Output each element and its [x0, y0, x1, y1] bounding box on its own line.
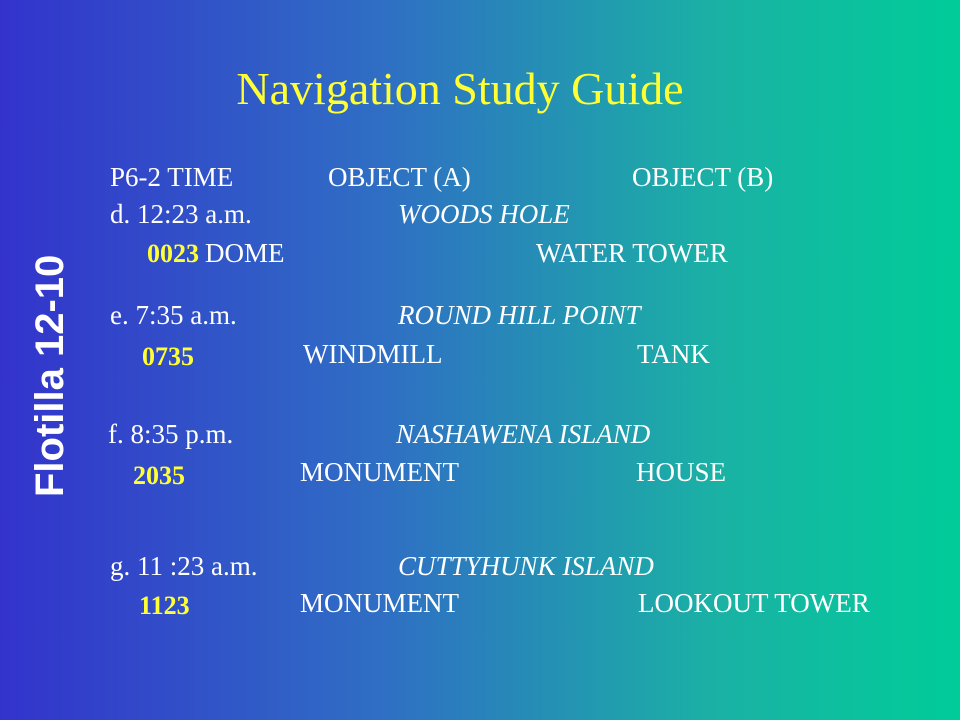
row-g-time: g. 11 :23 a.m. — [110, 551, 258, 581]
row-d-object-a: DOME — [205, 238, 285, 268]
slide-title: Navigation Study Guide — [236, 63, 684, 114]
sidebar-label: Flotilla 12-10 — [28, 254, 72, 497]
header-time: P6-2 TIME — [110, 162, 234, 192]
header-object-a: OBJECT (A) — [328, 162, 471, 192]
row-d-time: d. 12:23 a.m. — [110, 199, 252, 229]
row-e-location: ROUND HILL POINT — [398, 300, 641, 330]
row-d-object-b: WATER TOWER — [536, 238, 728, 268]
row-e-time: e. 7:35 a.m. — [110, 300, 237, 330]
header-object-b: OBJECT (B) — [632, 162, 774, 192]
row-g-object-a: MONUMENT — [300, 588, 459, 618]
row-f-location: NASHAWENA ISLAND — [396, 419, 651, 449]
row-f-code: 2035 — [133, 461, 185, 490]
row-d-code: 0023 — [147, 239, 199, 268]
row-e-object-b: TANK — [637, 339, 710, 369]
row-f-object-b: HOUSE — [636, 457, 727, 487]
row-e-object-a: WINDMILL — [303, 339, 443, 369]
row-e-code: 0735 — [142, 342, 194, 371]
row-d-location: WOODS HOLE — [398, 199, 570, 229]
row-f-time: f. 8:35 p.m. — [108, 419, 234, 449]
row-g-code: 1123 — [139, 591, 190, 620]
row-f-object-a: MONUMENT — [300, 457, 459, 487]
row-g-object-b: LOOKOUT TOWER — [638, 588, 870, 618]
row-g-location: CUTTYHUNK ISLAND — [398, 551, 654, 581]
